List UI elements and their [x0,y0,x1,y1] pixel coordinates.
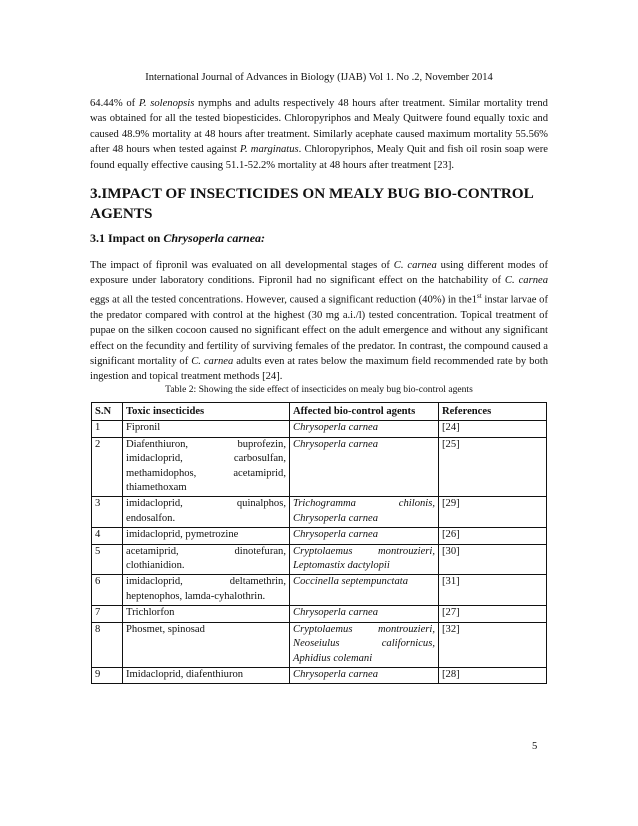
cell-insecticides: Fipronil [123,421,290,437]
intro-paragraph [90,96,548,173]
table-row [92,528,547,544]
subsection-species: Chrysoperla carnea: [163,231,266,245]
cell-sn: 5 [92,544,123,575]
cell-agents: Cryptolaemus montrouzieri, Neoseiulus californicus, Aphidius colemani [290,622,439,667]
intro-text-2: nymphs and adults respectively 48 hours after treatment. Similar mortality trend was obtained for all the tested biopesticides. Chloropyriphos and Mealy Quitwere found equally toxic and caused 48.9% mortality at 48 hours after treatment. Similarly acephate caused maximum mortality 55.56% after 48 hours when tested against [90,98,548,156]
cell-agents: Chrysoperla carnea [290,667,439,683]
table-caption: Table 2: Showing the side effect of insecticides on mealy bug bio-control agents [165,384,473,395]
insecticide-table [91,402,547,684]
cell-reference: [31] [439,575,547,606]
fipronil-paragraph [90,258,548,385]
table-row [92,667,547,683]
cell-sn: 4 [92,528,123,544]
cell-insecticides: Imidacloprid, diafenthiuron [123,667,290,683]
cell-reference: [24] [439,421,547,437]
cell-insecticides: acetamiprid, dinotefuran, clothianidion. [123,544,290,575]
p2-species-d: C. carnea [191,355,234,367]
header-sn: S.N [92,403,123,421]
table-row [92,421,547,437]
cell-sn: 9 [92,667,123,683]
header-references: References [439,403,547,421]
cell-agents: Coccinella septempunctata [290,575,439,606]
p2-text-d: instar larvae of the predator compared with control at the highest (30 mg a.i./l) tested concentration. Topical treatment of pupae on the silken cocoon caused no significant effect on the adult emergence and without any significant effect on the fecundity and fertility of surviving females of the predator. In contrast, the compound caused a significant mortality of [90,294,548,367]
cell-sn: 7 [92,606,123,622]
page-number: 5 [532,741,538,752]
table-row [92,497,547,528]
cell-sn: 8 [92,622,123,667]
table-row [92,575,547,606]
header-agents: Affected bio-control agents [290,403,439,421]
cell-reference: [29] [439,497,547,528]
subsection-prefix: 3.1 Impact on [90,231,164,245]
p2-text-c: eggs at all the tested concentrations. However, caused a significant reduction (40%) in the1 [90,294,477,306]
header-insecticides: Toxic insecticides [123,403,290,421]
intro-species-2: P. marginatus [239,144,299,156]
p2-text-e: adults even at rates below the maximum field recommended rate by both ingestion and topical treatment methods [24]. [90,355,548,383]
cell-reference: [30] [439,544,547,575]
table-row [92,606,547,622]
cell-sn: 2 [92,437,123,497]
cell-agents: Chrysoperla carnea [290,528,439,544]
cell-reference: [28] [439,667,547,683]
p2-superscript: st [477,291,482,300]
cell-insecticides: Trichlorfon [123,606,290,622]
cell-agents: Cryptolaemus montrouzieri, Leptomastix dactylopii [290,544,439,575]
table-row [92,437,547,497]
intro-species-1: P. solenopsis [138,98,195,109]
table-row [92,544,547,575]
cell-agents: Chrysoperla carnea [290,421,439,437]
cell-agents: Chrysoperla carnea [290,437,439,497]
intro-text-3: . Chloropyriphos, Mealy Quit and fish oil rosin soap were found equally effective causing 51.1-52.2% mortality at 48 hours after treatment [23]. [90,144,548,171]
subsection-title [90,231,548,246]
running-header: International Journal of Advances in Biology (IJAB) Vol 1. No .2, November 2014 [145,72,493,83]
cell-insecticides: imidacloprid, quinalphos, endosalfon. [123,497,290,528]
p2-species-b: C. carnea [504,275,548,287]
table-row [92,622,547,667]
cell-reference: [32] [439,622,547,667]
p2-text-b: using different modes of exposure under laboratory conditions. Fipronil had no significant effect on the hatchability of [90,260,549,287]
cell-sn: 1 [92,421,123,437]
cell-insecticides: Diafenthiuron, buprofezin, imidacloprid, carbosulfan, methamidophos, acetamiprid, thiamethoxam [123,437,290,497]
section-title: 3.IMPACT OF INSECTICIDES ON MEALY BUG BIO-CONTROL AGENTS [90,185,533,222]
cell-insecticides: Phosmet, spinosad [123,622,290,667]
cell-sn: 6 [92,575,123,606]
cell-sn: 3 [92,497,123,528]
cell-reference: [25] [439,437,547,497]
p2-text-a: The impact of fipronil was evaluated on all developmental stages of [90,260,394,271]
cell-agents: Chrysoperla carnea [290,606,439,622]
table-header-row [92,403,547,421]
intro-text-1: 64.44% of [90,98,139,109]
cell-insecticides: imidacloprid, pymetrozine [123,528,290,544]
cell-insecticides: imidacloprid, deltamethrin, heptenophos, lamda-cyhalothrin. [123,575,290,606]
p2-species-a: C. carnea [393,260,437,271]
cell-agents: Trichogramma chilonis, Chrysoperla carnea [290,497,439,528]
cell-reference: [27] [439,606,547,622]
cell-reference: [26] [439,528,547,544]
